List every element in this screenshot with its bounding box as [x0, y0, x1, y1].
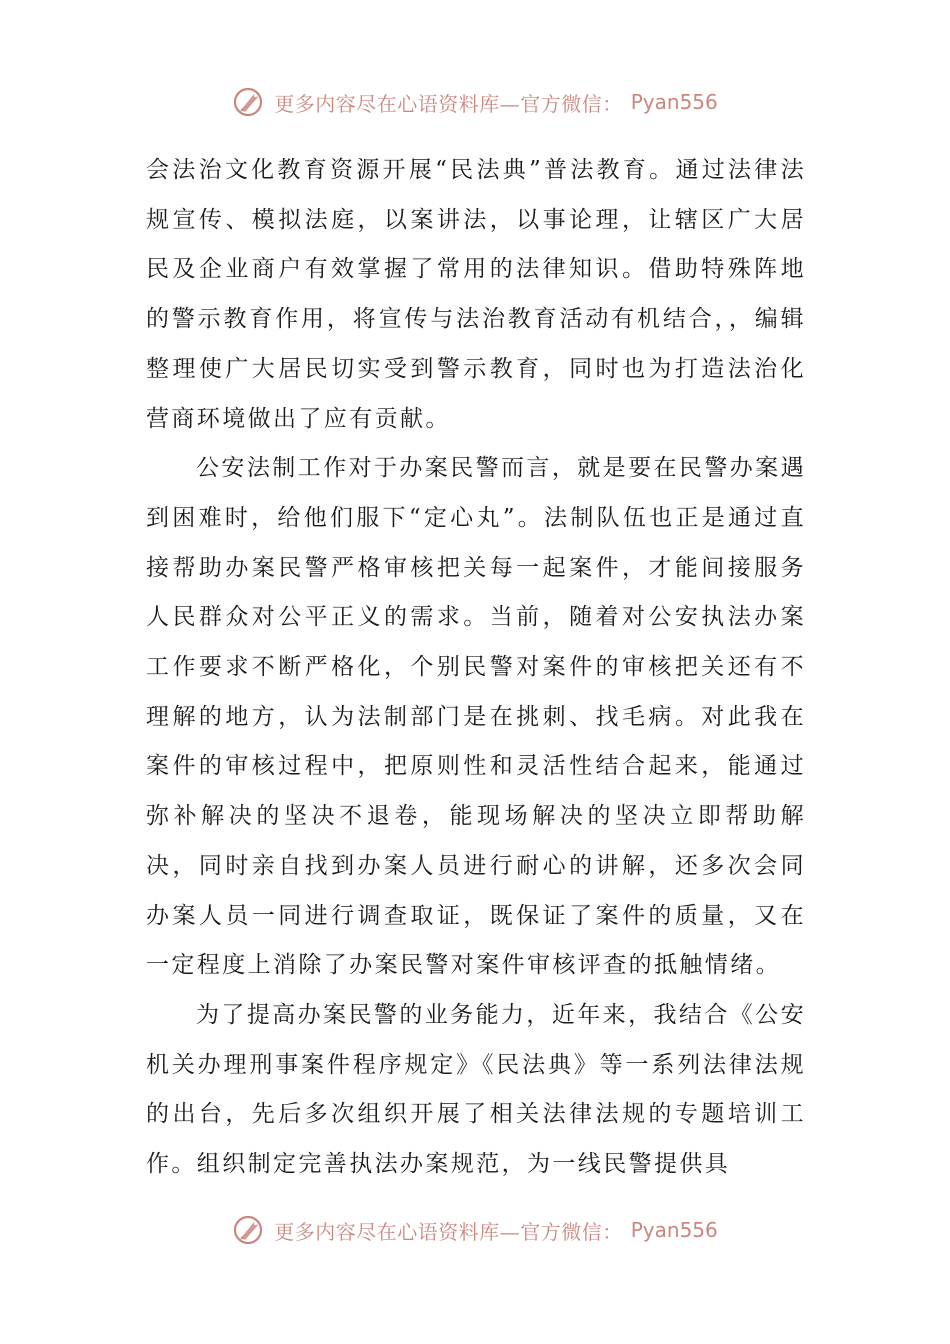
document-body	[146, 146, 806, 1190]
paragraph: 为了提高办案民警的业务能力，近年来，我结合《公安机关办理刑事案件程序规定》《民法典》等一系列法律法规的出台，先后多次组织开展了相关法律法规的专题培训工作。组织制定完善执法办案规范，为一线民警提供具	[146, 1001, 806, 1178]
paragraph: 会法治文化教育资源开展“民法典”普法教育。通过法律法规宣传、模拟法庭，以案讲法，以事论理，让辖区广大居民及企业商户有效掌握了常用的法律知识。借助特殊阵地的警示教育作用，将宣传与法治教育活动有机结合，，编辑整理使广大居民切实受到警示教育，同时也为打造法治化营商环境做出了应有贡献。	[146, 157, 806, 432]
watermark-handle: Pyan556	[630, 1218, 718, 1242]
footer-watermark	[0, 1210, 950, 1250]
watermark-site-text: 更多内容尽在心语资料库—官方微信：	[274, 91, 623, 116]
paragraph: 公安法制工作对于办案民警而言，就是要在民警办案遇到困难时，给他们服下“定心丸”。法制队伍也正是通过直接帮助办案民警严格审核把关每一起案件，才能间接服务人民群众对公平正义的需求。当前，随着对公安执法办案工作要求不断严格化，个别民警对案件的审核把关还有不理解的地方，认为法制部门是在挑刺、找毛病。对此我在案件的审核过程中，把原则性和灵活性结合起来，能通过弥补解决的坚决不退卷，能现场解决的坚决立即帮助解决，同时亲自找到办案人员进行耐心的讲解，还多次会同办案人员一同进行调查取证，既保证了案件的质量，又在一定程度上消除了办案民警对案件审核评查的抵触情绪。	[146, 455, 806, 979]
watermark-site-text: 更多内容尽在心语资料库—官方微信：	[274, 1219, 623, 1244]
header-watermark	[0, 82, 950, 122]
watermark-handle: Pyan556	[630, 90, 718, 114]
pen-nib-logo-icon	[232, 1213, 266, 1247]
pen-nib-logo-icon	[232, 85, 266, 119]
